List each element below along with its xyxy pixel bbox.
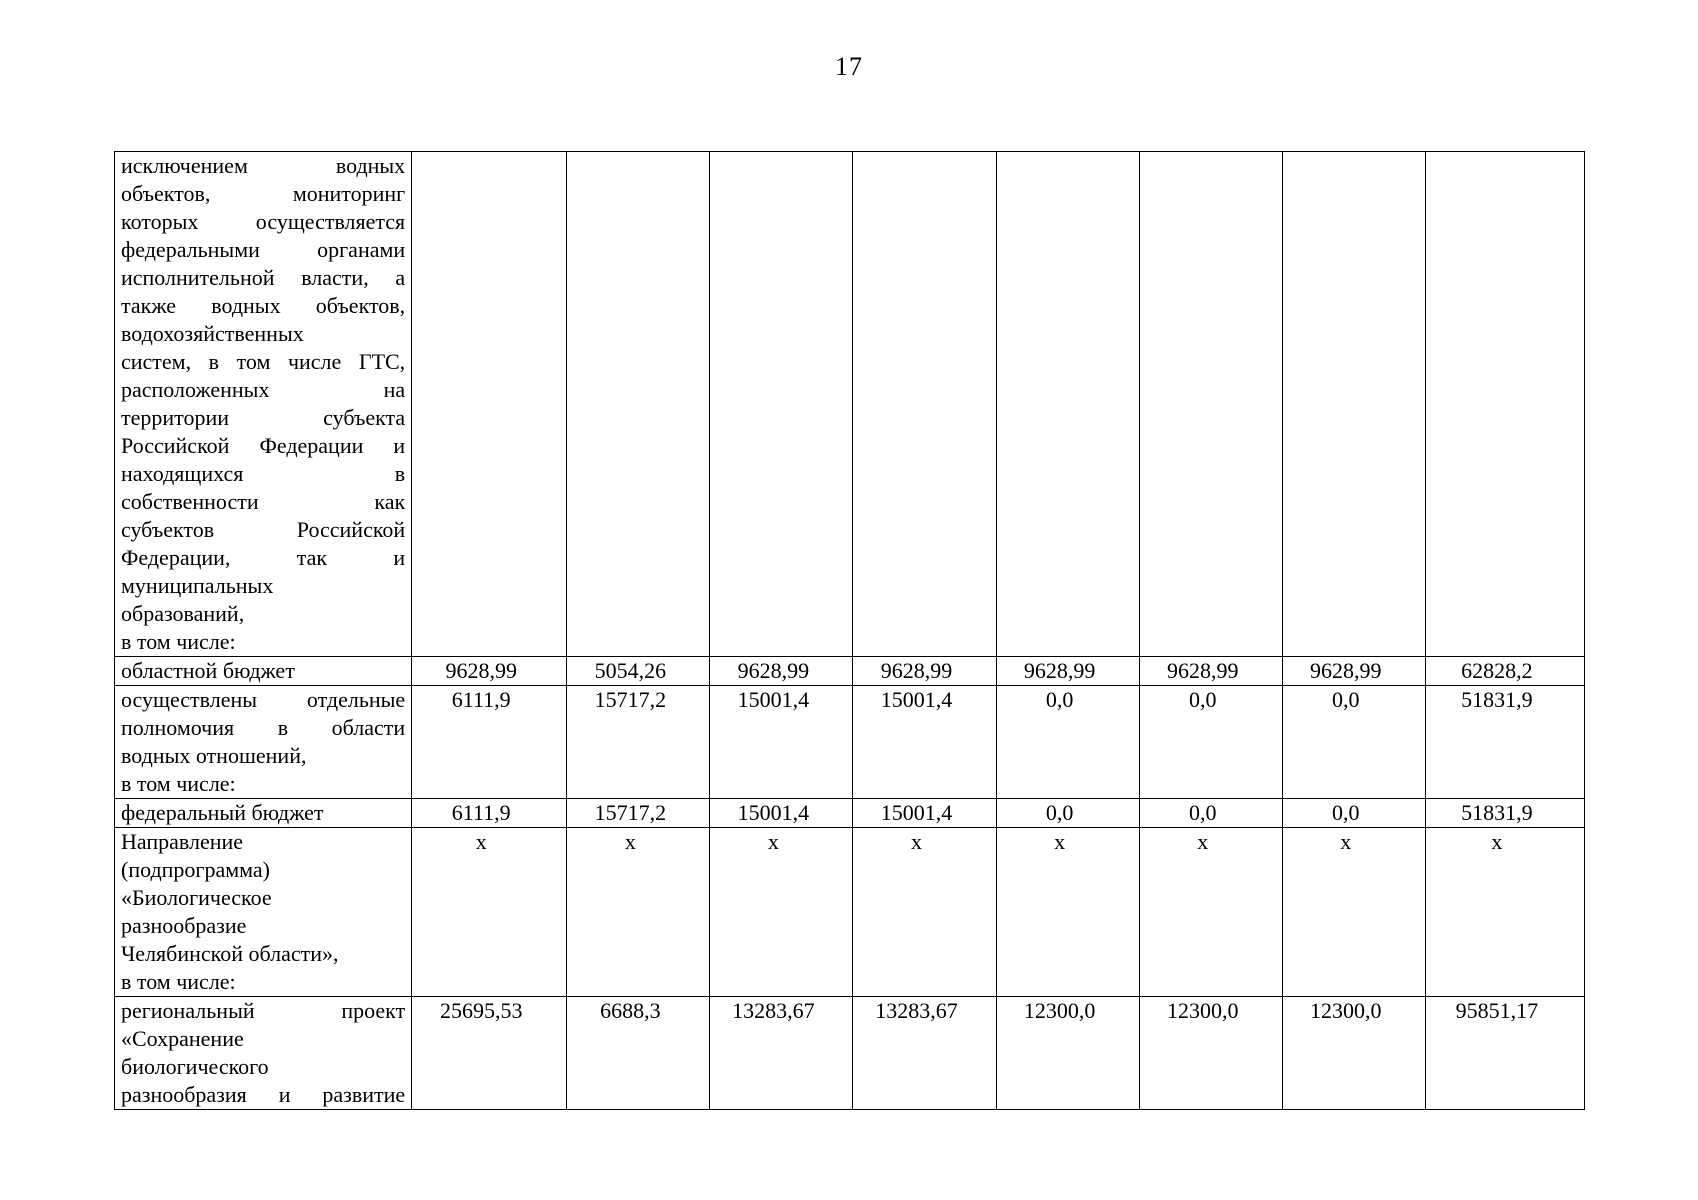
- row-label-line: расположенных на: [121, 377, 406, 402]
- value-cell: [853, 657, 996, 686]
- value-cell: [1282, 799, 1425, 828]
- value-cell: [996, 686, 1139, 799]
- value-text: 6111,9: [451, 800, 511, 825]
- value-text: 15717,2: [594, 687, 667, 712]
- value-text: 15001,4: [737, 687, 810, 712]
- table-row: [115, 799, 1585, 828]
- value-text: 0,0: [1045, 800, 1074, 825]
- value-text: 6111,9: [451, 687, 511, 712]
- row-label-line: водных отношений,: [121, 743, 307, 768]
- value-cell: [412, 686, 567, 799]
- value-text: 9628,99: [737, 658, 810, 683]
- value-cell: [710, 152, 853, 657]
- row-label-line: осуществлены отдельные: [121, 687, 406, 712]
- budget-table: [114, 151, 1585, 1110]
- value-text: 0,0: [1332, 687, 1360, 712]
- value-cell: [853, 997, 996, 1110]
- row-label-cell: [115, 997, 412, 1110]
- value-cell: [1139, 997, 1282, 1110]
- value-cell: [710, 686, 853, 799]
- value-text: 13283,67: [732, 998, 815, 1023]
- row-label-line: «Биологическое: [121, 885, 272, 910]
- value-cell: [996, 828, 1139, 997]
- value-text: 9628,99: [1023, 658, 1096, 683]
- value-cell: [567, 997, 710, 1110]
- row-label-line: муниципальных: [121, 573, 274, 598]
- table-row: [115, 657, 1585, 686]
- row-label-line: региональный проект: [121, 998, 406, 1023]
- row-label-line: водохозяйственных: [121, 321, 304, 346]
- table-row: [115, 828, 1585, 997]
- value-text: 0,0: [1188, 800, 1217, 825]
- value-cell: [412, 799, 567, 828]
- row-label-line: исполнительной власти, а: [121, 265, 406, 290]
- row-label-line: федеральными органами: [121, 237, 406, 262]
- value-text: 12300,0: [1310, 998, 1382, 1023]
- value-text: х: [1197, 829, 1209, 854]
- row-label-line: территории субъекта: [121, 405, 406, 430]
- value-cell: [1282, 152, 1425, 657]
- value-text: 9628,99: [445, 658, 517, 683]
- value-text: 15001,4: [737, 800, 810, 825]
- row-label-line: в том числе:: [121, 969, 236, 994]
- value-cell: [1425, 686, 1584, 799]
- value-text: х: [767, 829, 779, 854]
- value-text: х: [624, 829, 636, 854]
- value-text: 0,0: [1188, 687, 1217, 712]
- value-cell: [1139, 799, 1282, 828]
- value-text: 15717,2: [594, 800, 667, 825]
- value-cell: [710, 657, 853, 686]
- value-cell: [1139, 686, 1282, 799]
- row-label-line: Направление: [121, 829, 244, 854]
- row-label-cell: [115, 828, 412, 997]
- value-text: х: [911, 829, 923, 854]
- value-cell: [567, 828, 710, 997]
- row-label-line: объектов, мониторинг: [121, 181, 406, 206]
- value-cell: [996, 799, 1139, 828]
- value-cell: [710, 799, 853, 828]
- value-text: х: [1054, 829, 1066, 854]
- row-label-line: субъектов Российской: [121, 517, 406, 542]
- value-cell: [412, 997, 567, 1110]
- row-label-line: федеральный бюджет: [121, 800, 324, 825]
- row-label-line: в том числе:: [121, 771, 236, 796]
- value-cell: [567, 799, 710, 828]
- row-label-line: Челябинской области»,: [121, 941, 339, 966]
- value-text: х: [475, 829, 487, 854]
- value-cell: [1139, 657, 1282, 686]
- value-cell: [567, 152, 710, 657]
- row-label-cell: [115, 657, 412, 686]
- row-label-line: образований,: [121, 601, 245, 626]
- row-label-line: «Сохранение: [121, 1026, 244, 1051]
- row-label-line: биологического: [121, 1054, 269, 1079]
- value-text: 15001,4: [880, 687, 953, 712]
- value-text: х: [1340, 829, 1352, 854]
- value-cell: [567, 657, 710, 686]
- value-cell: [1282, 828, 1425, 997]
- value-cell: [853, 686, 996, 799]
- value-text: 9628,99: [1310, 658, 1382, 683]
- row-label-line: Федерации, так и: [121, 545, 406, 570]
- row-label-line: также водных объектов,: [121, 293, 406, 318]
- value-text: 5054,26: [594, 658, 667, 683]
- value-text: 25695,53: [439, 998, 523, 1023]
- row-label-line: исключением водных: [121, 153, 406, 178]
- value-text: 15001,4: [880, 800, 953, 825]
- value-cell: [1139, 828, 1282, 997]
- row-label-line: полномочия в области: [121, 715, 406, 740]
- value-text: 12300,0: [1023, 998, 1096, 1023]
- row-label-line: находящихся в: [121, 461, 406, 486]
- budget-table-body: [115, 152, 1585, 1110]
- value-cell: [412, 657, 567, 686]
- value-cell: [1282, 686, 1425, 799]
- value-text: х: [1491, 829, 1503, 854]
- value-text: 51831,9: [1461, 687, 1533, 712]
- value-cell: [412, 828, 567, 997]
- row-label-line: разнообразия и развитие: [121, 1082, 406, 1107]
- value-cell: [1425, 657, 1584, 686]
- value-cell: [1282, 657, 1425, 686]
- value-cell: [1139, 152, 1282, 657]
- row-label-line: (подпрограмма): [121, 857, 271, 882]
- value-cell: [853, 152, 996, 657]
- row-label-line: разнообразие: [121, 913, 247, 938]
- value-cell: [1425, 152, 1584, 657]
- value-cell: [710, 997, 853, 1110]
- value-text: 95851,17: [1455, 998, 1539, 1023]
- row-label-line: собственности как: [121, 489, 406, 514]
- value-text: 9628,99: [1166, 658, 1239, 683]
- value-cell: [996, 152, 1139, 657]
- row-label-cell: [115, 152, 412, 657]
- value-text: 62828,2: [1461, 658, 1533, 683]
- value-cell: [1425, 799, 1584, 828]
- table-row: [115, 152, 1585, 657]
- row-label-line: Российской Федерации и: [121, 433, 406, 458]
- value-text: 12300,0: [1166, 998, 1239, 1023]
- value-text: 0,0: [1045, 687, 1074, 712]
- row-label-cell: [115, 686, 412, 799]
- value-cell: [853, 828, 996, 997]
- table-row: [115, 997, 1585, 1110]
- value-cell: [412, 152, 567, 657]
- value-text: 9628,99: [880, 658, 953, 683]
- row-label-cell: [115, 799, 412, 828]
- value-cell: [710, 828, 853, 997]
- value-cell: [1425, 828, 1584, 997]
- value-cell: [1282, 997, 1425, 1110]
- value-text: 0,0: [1332, 800, 1360, 825]
- table-row: [115, 686, 1585, 799]
- page-number: 17: [835, 52, 863, 81]
- value-text: 6688,3: [600, 998, 661, 1023]
- value-cell: [996, 997, 1139, 1110]
- value-cell: [567, 686, 710, 799]
- row-label-line: в том числе:: [121, 629, 236, 654]
- row-label-line: систем, в том числе ГТС,: [121, 349, 406, 374]
- row-label-line: областной бюджет: [121, 658, 295, 683]
- value-cell: [996, 657, 1139, 686]
- value-cell: [853, 799, 996, 828]
- value-text: 13283,67: [875, 998, 958, 1023]
- value-text: 51831,9: [1461, 800, 1533, 825]
- value-cell: [1425, 997, 1584, 1110]
- row-label-line: которых осуществляется: [121, 209, 406, 234]
